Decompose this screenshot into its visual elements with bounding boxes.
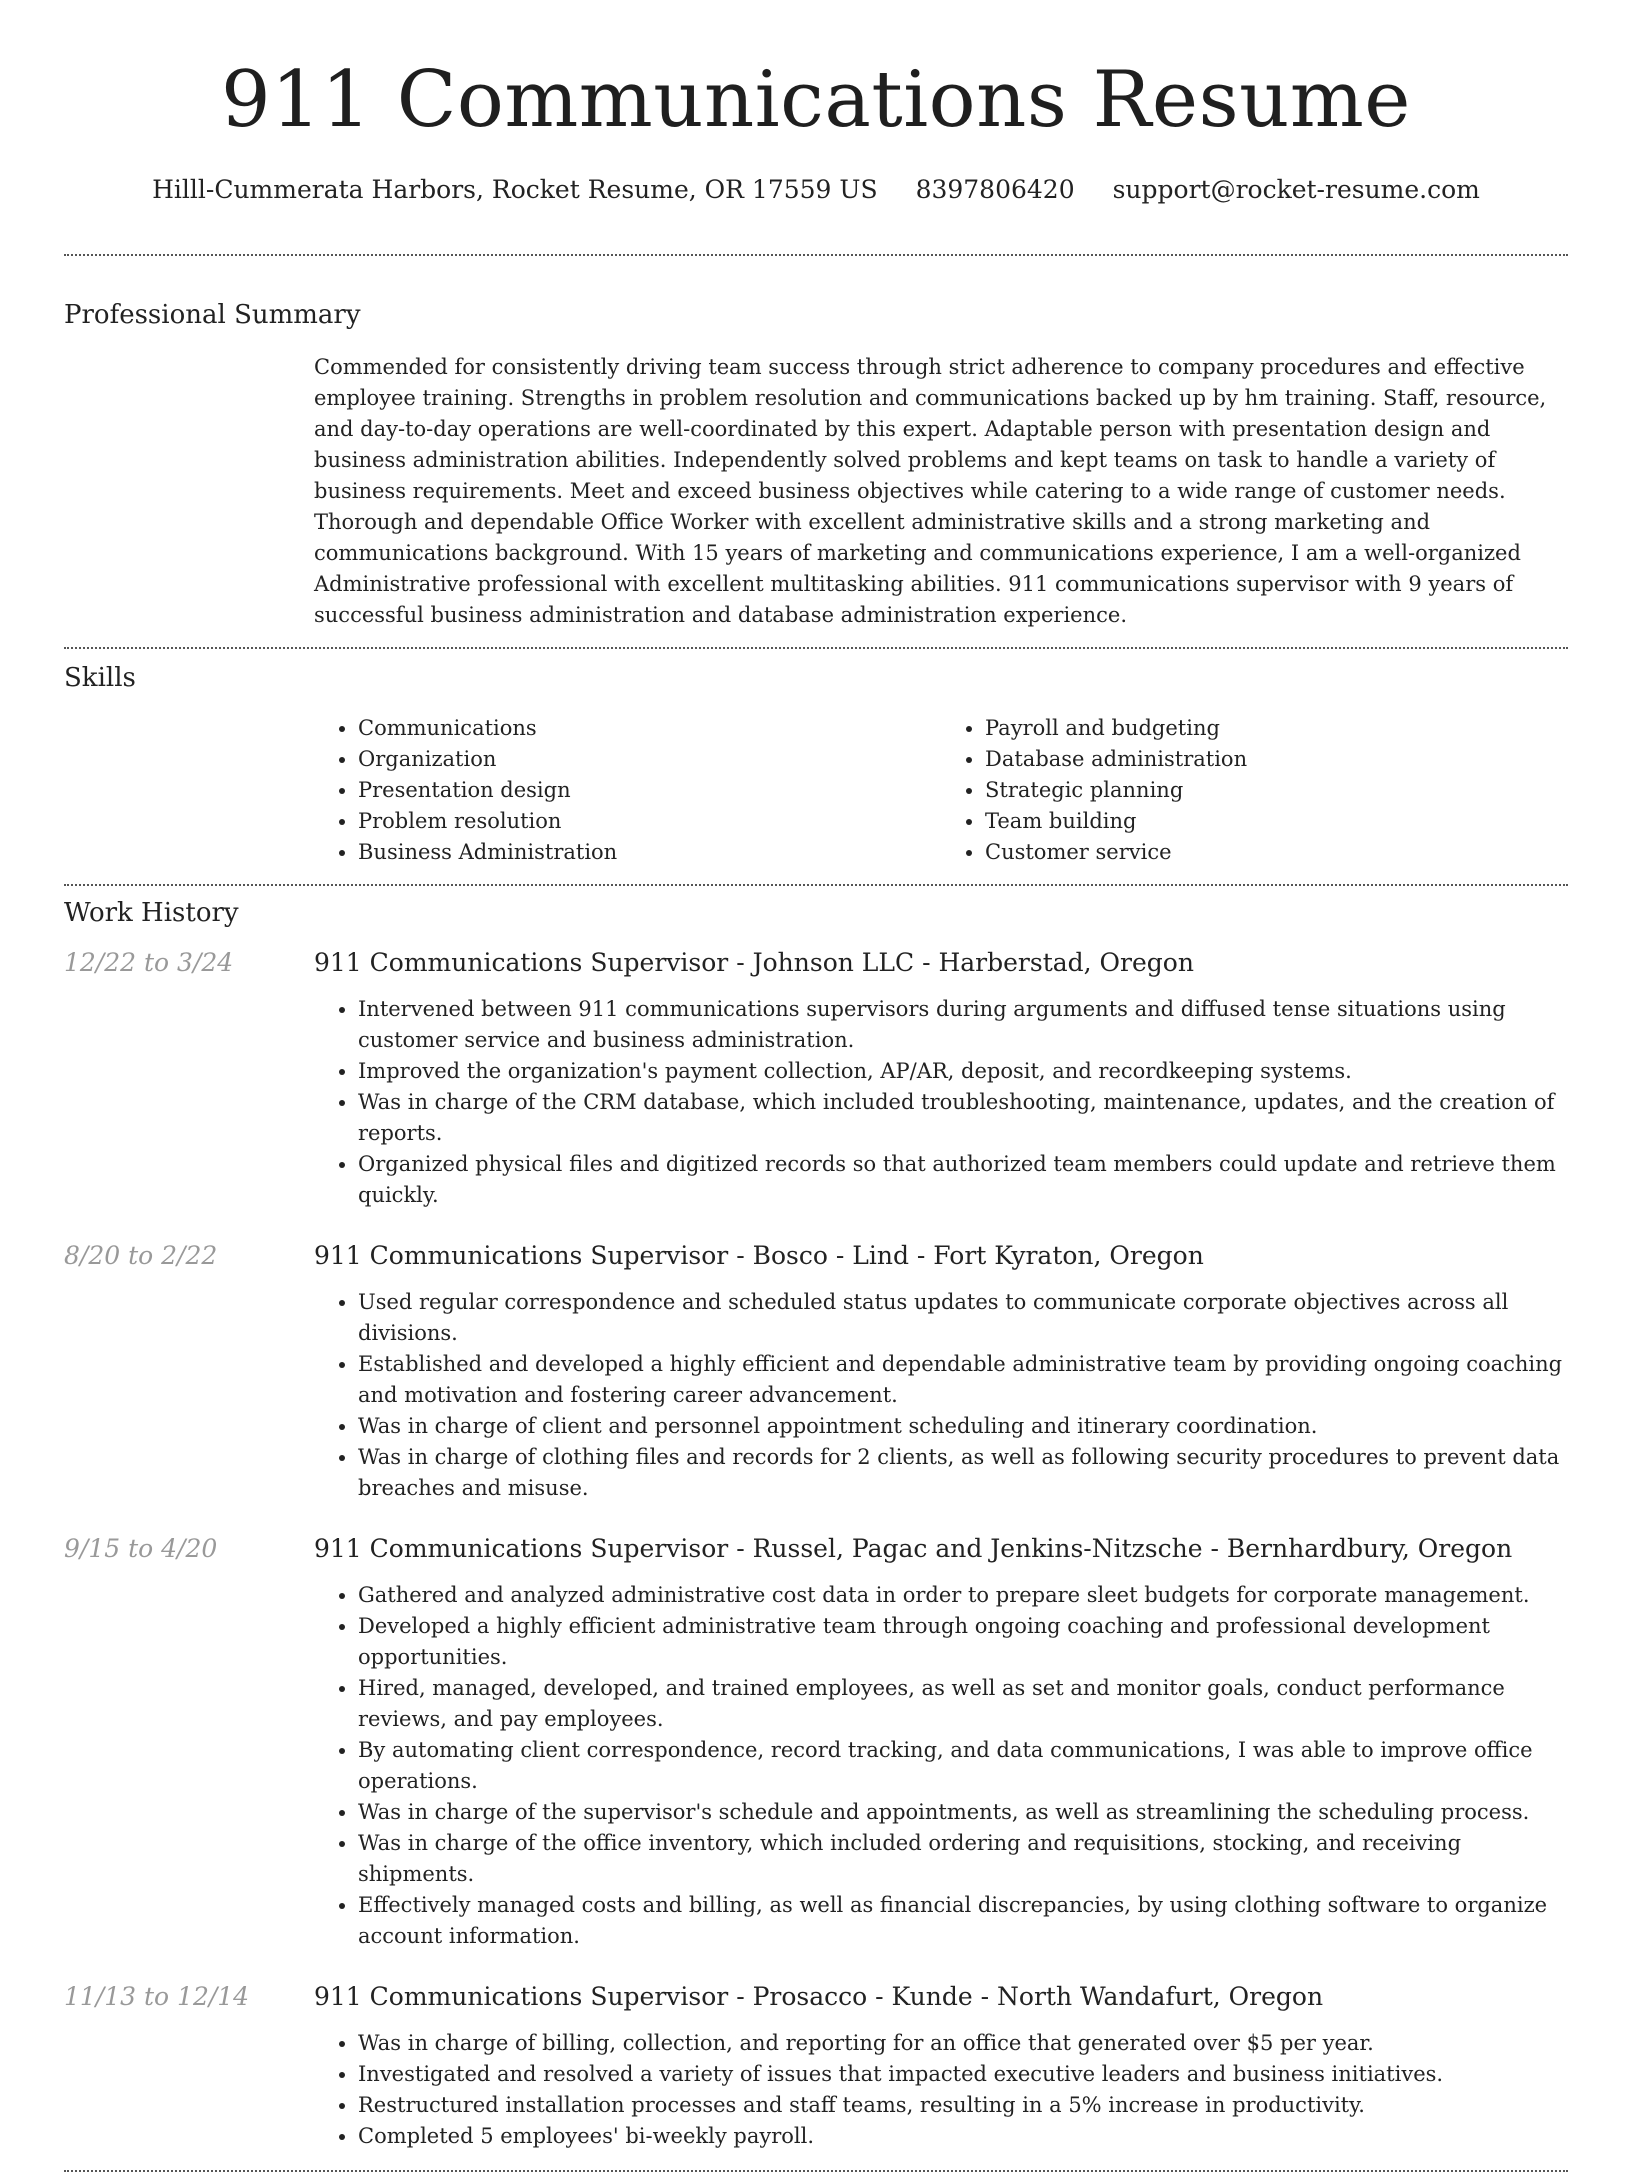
- job-bullet: • Used regular correspondence and scheduled status updates to communicate corporate objectives across all divisions.: [358, 1287, 1568, 1349]
- contact-line: [64, 174, 1568, 206]
- skill-item: • Organization: [358, 744, 941, 775]
- work-history-heading: Work History: [64, 898, 239, 928]
- job-bullets: [314, 994, 1568, 1211]
- job-bullet: • Established and developed a highly efficient and dependable administrative team by providing ongoing coaching and motivation and fostering career advancement.: [358, 1349, 1568, 1411]
- job-bullet: • Was in charge of billing, collection, and reporting for an office that generated over $5 per year.: [358, 2028, 1568, 2059]
- job-heading: 911 Communications Supervisor - Johnson LLC - Harberstad, Oregon: [314, 948, 1194, 977]
- job-entry: [64, 1532, 1568, 1952]
- job-bullets: [314, 2028, 1568, 2152]
- job-bullet: • Gathered and analyzed administrative cost data in order to prepare sleet budgets for corporate management.: [358, 1580, 1568, 1611]
- job-heading: 911 Communications Supervisor - Russel, Pagac and Jenkins-Nitzsche - Bernhardbury, Oregon: [314, 1534, 1513, 1563]
- job-bullet: • Was in charge of clothing files and records for 2 clients, as well as following security procedures to prevent data breaches and misuse.: [358, 1442, 1568, 1504]
- resume-title: 911 Communications Resume: [221, 55, 1411, 145]
- job-bullet: • Effectively managed costs and billing, as well as financial discrepancies, by using clothing software to organize account information.: [358, 1890, 1568, 1952]
- skill-item: • Team building: [985, 806, 1568, 837]
- skill-item: • Strategic planning: [985, 775, 1568, 806]
- contact-address: Hilll-Cummerata Harbors, Rocket Resume, OR 17559 US: [152, 175, 878, 204]
- job-bullets: [314, 1580, 1568, 1952]
- section-divider: [64, 884, 1568, 886]
- job-bullet: • Hired, managed, developed, and trained employees, as well as set and monitor goals, conduct performance reviews, and pay employees.: [358, 1673, 1568, 1735]
- job-bullet: • Completed 5 employees' bi-weekly payroll.: [358, 2121, 1568, 2152]
- job-entry: [64, 946, 1568, 1211]
- job-heading: 911 Communications Supervisor - Bosco - Lind - Fort Kyraton, Oregon: [314, 1241, 1204, 1270]
- skills-column-right: [941, 713, 1568, 868]
- job-bullet: • Was in charge of client and personnel appointment scheduling and itinerary coordination.: [358, 1411, 1568, 1442]
- skill-item: • Database administration: [985, 744, 1568, 775]
- job-bullet: • Was in charge of the office inventory, which included ordering and requisitions, stocking, and receiving shipments.: [358, 1828, 1568, 1890]
- job-date: 9/15 to 4/20: [64, 1534, 218, 1563]
- job-bullet: • Intervened between 911 communications supervisors during arguments and diffused tense situations using customer service and business administration.: [358, 994, 1568, 1056]
- job-bullets: [314, 1287, 1568, 1504]
- job-entry: [64, 1239, 1568, 1504]
- job-entry: [64, 1980, 1568, 2152]
- job-bullet: • Restructured installation processes and staff teams, resulting in a 5% increase in productivity.: [358, 2090, 1568, 2121]
- skill-item: • Problem resolution: [358, 806, 941, 837]
- skills-heading: Skills: [64, 663, 136, 693]
- skill-item: • Presentation design: [358, 775, 941, 806]
- skills-column-left: [314, 713, 941, 868]
- job-bullet: • Organized physical files and digitized records so that authorized team members could update and retrieve them quickly.: [358, 1149, 1568, 1211]
- skills-list: [314, 713, 1568, 884]
- job-date: 12/22 to 3/24: [64, 948, 234, 977]
- job-bullet: • Developed a highly efficient administrative team through ongoing coaching and professional development opportunities.: [358, 1611, 1568, 1673]
- job-date: 8/20 to 2/22: [64, 1241, 218, 1270]
- job-bullet: • Was in charge of the supervisor's schedule and appointments, as well as streamlining the scheduling process.: [358, 1797, 1568, 1828]
- job-heading: 911 Communications Supervisor - Prosacco - Kunde - North Wandafurt, Oregon: [314, 1982, 1324, 2011]
- skill-item: • Customer service: [985, 837, 1568, 868]
- summary-heading: Professional Summary: [64, 300, 361, 330]
- job-date: 11/13 to 12/14: [64, 1982, 250, 2011]
- skill-item: • Payroll and budgeting: [985, 713, 1568, 744]
- summary-text: Commended for consistently driving team success through strict adherence to company procedures and effective employee training. Strengths in problem resolution and communications backed up by hm training. Staff, resource, and day-to-day operations are well-coordinated by this expert. Adaptable person with presentation design and business administration abilities. Independently solved problems and kept teams on task to handle a variety of business requirements. Meet and exceed business objectives while catering to a wide range of customer needs. Thorough and dependable Office Worker with excellent administrative skills and a strong marketing and communications background. With 15 years of marketing and communications experience, I am a well-organized Administrative professional with excellent multitasking abilities. 911 communications supervisor with 9 years of successful business administration and database administration experience.: [314, 355, 1547, 627]
- section-divider: [64, 254, 1568, 256]
- contact-email: support@rocket-resume.com: [1112, 175, 1480, 204]
- job-bullet: • Investigated and resolved a variety of issues that impacted executive leaders and business initiatives.: [358, 2059, 1568, 2090]
- job-bullet: • By automating client correspondence, record tracking, and data communications, I was able to improve office operations.: [358, 1735, 1568, 1797]
- job-bullet: • Was in charge of the CRM database, which included troubleshooting, maintenance, updates, and the creation of reports.: [358, 1087, 1568, 1149]
- skill-item: • Communications: [358, 713, 941, 744]
- section-divider: [64, 647, 1568, 649]
- skill-item: • Business Administration: [358, 837, 941, 868]
- job-bullet: • Improved the organization's payment collection, AP/AR, deposit, and recordkeeping systems.: [358, 1056, 1568, 1087]
- contact-phone: 8397806420: [915, 175, 1075, 204]
